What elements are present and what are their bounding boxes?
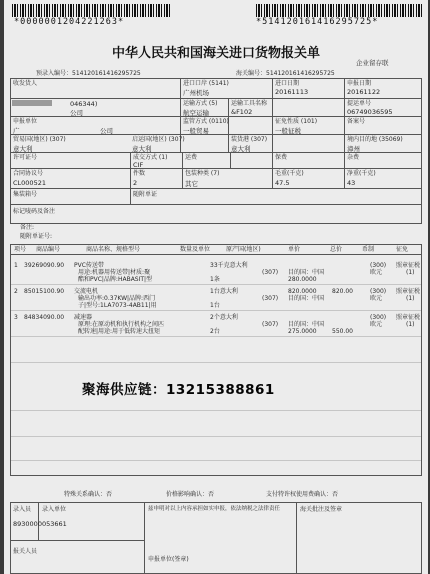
item-currency: 欧元 xyxy=(370,269,383,276)
item-currency-code: (300) xyxy=(370,314,387,321)
deal-value: CIF xyxy=(133,161,144,169)
item-dest: 目的国：中国 xyxy=(288,321,325,328)
col-seq: 项号 xyxy=(14,246,27,253)
via-value: 意大利 xyxy=(231,145,251,153)
item-price: 275.0000 xyxy=(288,328,317,335)
pieces-value: 2 xyxy=(133,179,138,187)
country-value: 意大利 xyxy=(13,145,33,153)
item-spec: 用途:机器用传送带|材质:聚 xyxy=(78,269,151,276)
col-total: 总价 xyxy=(330,246,343,253)
nature-label: 征免性质 (101) xyxy=(275,118,318,125)
net-label: 净重(千克) xyxy=(347,170,376,177)
unit-suffix: 公司 xyxy=(100,127,113,135)
item-unit: 2台 xyxy=(210,328,220,335)
unit-label: 申报单位 xyxy=(13,118,38,125)
gross-label: 毛重(千克) xyxy=(275,170,304,177)
trade-label: 监管方式 (0110) xyxy=(183,118,229,125)
item-price: 820.0000 xyxy=(288,288,317,295)
transport-value: 航空运输 xyxy=(183,109,209,117)
item-dest: 目的国：中国 xyxy=(288,269,325,276)
nature-value: 一般征税 xyxy=(275,127,301,135)
origin-value: 意大利 xyxy=(132,145,152,153)
item-unit: 1条 xyxy=(210,276,220,283)
import-date-value: 20161113 xyxy=(275,88,309,96)
item-exempt: 照章征税 xyxy=(396,314,421,321)
item-name: PVC传送带 xyxy=(74,262,104,269)
item-exempt: 照章征税 xyxy=(396,262,421,269)
item-exempt-code: (1) xyxy=(406,295,415,302)
dest-label: 境内目的地 (35069) xyxy=(347,136,403,143)
container-label: 集装箱号 xyxy=(13,191,38,198)
trade-value: 一般贸易 xyxy=(183,127,209,135)
consignee-label: 收发货人 xyxy=(13,80,38,87)
declare-unit-label: 申报单位(签章) xyxy=(148,556,189,563)
port-value: 广州机场 xyxy=(183,89,209,97)
col-name: 商品名称、规格型号 xyxy=(86,246,141,253)
gross-value: 47.5 xyxy=(275,179,290,187)
item-spec-2: 子|型号:1LA7073-4AB11|用 xyxy=(78,302,157,309)
item-qty: 33千克意大利 xyxy=(210,262,248,269)
item-qty: 1台意大利 xyxy=(210,288,238,295)
item-price: 280.0000 xyxy=(288,276,317,283)
copy-label: 企业留存联 xyxy=(356,59,389,67)
item-unit: 1台 xyxy=(210,302,220,309)
item-name: 减速器 xyxy=(74,314,93,321)
customs-endorsement-label: 海关批注及签章 xyxy=(300,506,343,513)
freight-label: 运费 xyxy=(185,154,198,161)
item-currency: 欧元 xyxy=(370,321,383,328)
item-origin-code: (307) xyxy=(262,295,279,302)
contract-label: 合同协议号 xyxy=(13,170,44,177)
item-name: 交流电机 xyxy=(74,288,99,295)
special-relation-label: 特殊关系确认： xyxy=(64,491,107,498)
item-dest: 目的国：中国 xyxy=(288,295,325,302)
watermark-stamp: 聚海供应链：13215388861 xyxy=(82,382,275,398)
item-spec: 输出功率:0.37KW|品牌:西门 xyxy=(78,295,156,302)
item-exempt-code: (1) xyxy=(406,321,415,328)
barcode-right-text: *514120161416295725* xyxy=(256,17,379,27)
entry-unit-label: 录入单位 xyxy=(42,506,67,513)
license-label: 许可证号 xyxy=(13,154,38,161)
pre-entry-number xyxy=(36,70,141,77)
item-qty: 2个意大利 xyxy=(210,314,238,321)
barcode-left xyxy=(12,4,172,17)
pack-value: 其它 xyxy=(185,180,198,188)
item-currency: 欧元 xyxy=(370,295,383,302)
transport-label: 运输方式 (5) xyxy=(183,100,218,107)
redacted-block xyxy=(12,100,52,106)
col-price: 单价 xyxy=(288,246,301,253)
declare-date-value: 20161122 xyxy=(347,88,381,96)
deal-label: 成交方式 (1) xyxy=(133,154,168,161)
royalty-value: 否 xyxy=(332,491,339,498)
barcode-right xyxy=(256,4,422,17)
royalty xyxy=(266,491,338,498)
item-seq: 2 xyxy=(14,288,18,295)
col-exempt: 征免 xyxy=(396,246,409,253)
declarant-label: 报关人员 xyxy=(13,548,38,555)
pre-entry-label: 预录入编号： xyxy=(36,70,73,77)
customs-declaration-form xyxy=(4,0,428,574)
item-total: 550.00 xyxy=(332,328,353,335)
tool-value: &F102 xyxy=(231,108,253,116)
item-exempt-code: (1) xyxy=(406,269,415,276)
pre-entry-value: 514120161416295725 xyxy=(72,70,141,77)
special-relation xyxy=(64,491,112,498)
item-total: 820.00 xyxy=(332,288,353,295)
item-seq: 1 xyxy=(14,262,18,269)
net-value: 43 xyxy=(347,179,356,187)
entry-person-label: 录入员 xyxy=(13,506,32,513)
pack-label: 包装种类 (7) xyxy=(185,170,220,177)
customs-number-label: 海关编号： xyxy=(236,70,267,77)
barcode-left-text: *0000001204221263* xyxy=(14,17,125,27)
unit-value: 广 xyxy=(13,127,20,135)
contract-value: CL000521 xyxy=(13,179,46,187)
item-origin-code: (307) xyxy=(262,321,279,328)
import-date-label: 进口日期 xyxy=(275,80,300,87)
item-code: 85015100.90 xyxy=(24,288,65,295)
price-impact-value: 否 xyxy=(208,491,215,498)
item-exempt: 照章征税 xyxy=(396,288,421,295)
dest-value: 漳州 xyxy=(347,145,360,153)
customs-number xyxy=(236,70,335,77)
bill-label: 提运单号 xyxy=(347,100,372,107)
col-currency: 币制 xyxy=(362,246,375,253)
col-code: 商品编号 xyxy=(36,246,61,253)
royalty-label: 支付特许权使用费确认： xyxy=(266,491,333,498)
customs-number-value: 514120161416295725 xyxy=(266,70,335,77)
insure-label: 保费 xyxy=(275,154,288,161)
company-line1: 046344) xyxy=(70,100,98,108)
col-country: 原产国(地区) xyxy=(226,246,261,253)
form-title: 中华人民共和国海关进口货物报关单 xyxy=(111,46,320,61)
item-seq: 3 xyxy=(14,314,18,321)
declare-date-label: 申报日期 xyxy=(347,80,372,87)
price-impact xyxy=(166,491,214,498)
via-label: 装货港 (307) xyxy=(231,136,268,143)
item-spec-2: 配转速|用途:用于低转速大扭矩 xyxy=(78,328,161,335)
misc-label: 杂费 xyxy=(347,154,360,161)
marks-value: 随附单证号: xyxy=(20,233,53,240)
footer-grid xyxy=(10,502,422,574)
col-qty: 数量及单位 xyxy=(180,246,211,253)
item-spec: 原理:在原动机和执行机构之间匹 xyxy=(78,321,165,328)
item-spec-2: 酯和PVC|品牌:HABASIT|型 xyxy=(78,276,153,283)
port-label: 进口口岸 (5141) xyxy=(183,80,229,87)
item-code: 84834090.00 xyxy=(24,314,65,321)
pieces-label: 件数 xyxy=(133,170,146,177)
item-currency-code: (300) xyxy=(370,288,387,295)
entry-person-value: 8930000053661 xyxy=(13,520,67,528)
marks-note: 备注: xyxy=(20,224,35,231)
legal-statement: 兹申明对以上内容承担如实申报，依法纳税之法律责任 xyxy=(148,506,281,512)
docs-label: 随附单证 xyxy=(133,191,158,198)
special-relation-value: 否 xyxy=(106,491,113,498)
country-label: 贸易国(地区) (307) xyxy=(13,136,66,143)
bill-value: 06749036595 xyxy=(347,108,393,116)
origin-label: 启运国(地区) (307) xyxy=(132,136,185,143)
marks-label: 标记唛码及备注 xyxy=(13,208,56,215)
item-code: 39269090.90 xyxy=(24,262,65,269)
tool-label: 运输工具名称 xyxy=(231,100,268,107)
company-line2: 公司 xyxy=(70,109,83,117)
item-currency-code: (300) xyxy=(370,262,387,269)
record-label: 备案号 xyxy=(347,118,366,125)
price-impact-label: 价格影响确认： xyxy=(166,491,209,498)
item-origin-code: (307) xyxy=(262,269,279,276)
